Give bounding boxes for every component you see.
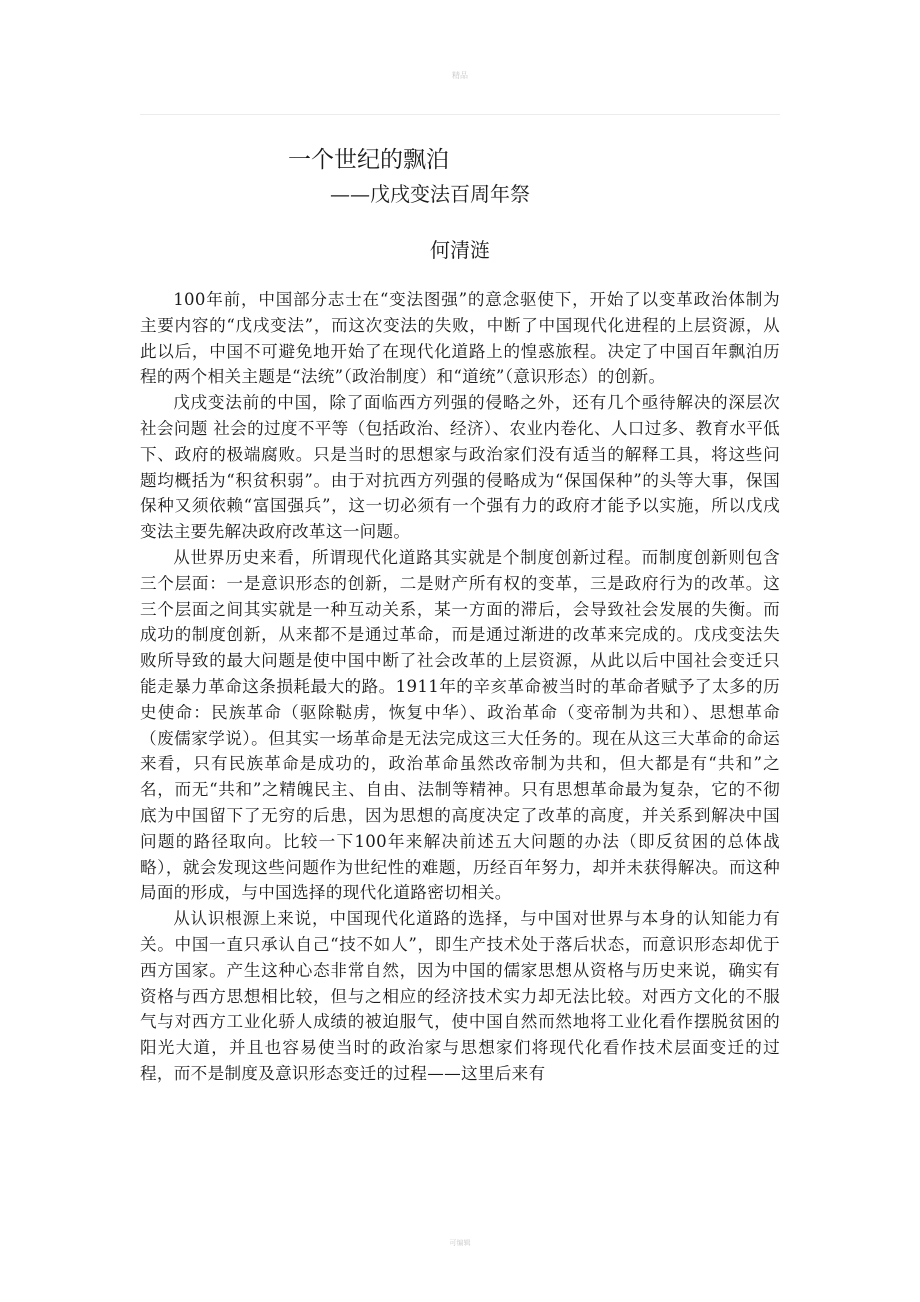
document-subtitle: ——戊戌变法百周年祭: [330, 182, 530, 206]
document-author: 何清涟: [430, 238, 490, 262]
body-paragraph: 100年前，中国部分志士在“变法图强”的意念驱使下，开始了以变革政治体制为主要内容的“戊戌变法”，而这次变法的失败，中断了中国现代化进程的上层资源，从此以后，中国不可避免地开始了在现代化道路上的惶惑旅程。决定了中国百年飘泊历程的两个相关主题是“法统”（政治制度）和“道统”（意识形态）的创新。: [140, 290, 780, 387]
body-paragraph: 从认识根源上来说，中国现代化道路的选择，与中国对世界与本身的认知能力有关。中国一直只承认自己“技不如人”，即生产技术处于落后状态，而意识形态却优于西方国家。产生这种心态非常自然，因为中国的儒家思想从资格与历史来说，确实有资格与西方思想相比较，但与之相应的经济技术实力却无法比较。对西方文化的不服气与对西方工业化骄人成绩的被迫服气，使中国自然而然地将工业化看作摆脱贫困的阳光大道，并且也容易使当时的政治家与思想家们将现代化看作技术层面变迁的过程，而不是制度及意识形态变迁的过程——这里后来有: [140, 909, 780, 1083]
header-divider: [140, 114, 780, 115]
document-body: [140, 287, 780, 1087]
footer-watermark: 可编辑: [449, 1239, 471, 1247]
document-title: 一个世纪的飘泊: [288, 147, 449, 173]
body-paragraph: 戊戌变法前的中国，除了面临西方列强的侵略之外，还有几个亟待解决的深层次社会问题 社会的过度不平等（包括政治、经济）、农业内卷化、人口过多、教育水平低下、政府的极端腐败。只是当时的思想家与政治家们没有适当的解释工具，将这些问题均概括为“积贫积弱”。由于对抗西方列强的侵略成为“保国保种”的头等大事，保国保种又须依赖“富国强兵”，这一切必须有一个强有力的政府才能予以实施，所以戊戌变法主要先解决政府改革这一问题。: [140, 393, 780, 542]
body-paragraph: 从世界历史来看，所谓现代化道路其实就是个制度创新过程。而制度创新则包含三个层面：一是意识形态的创新，二是财产所有权的变革，三是政府行为的改革。这三个层面之间其实就是一种互动关系，某一方面的滞后，会导致社会发展的失衡。而成功的制度创新，从来都不是通过革命，而是通过渐进的改革来完成的。戊戌变法失败所导致的最大问题是使中国中断了社会改革的上层资源，从此以后中国社会变迁只能走暴力革命这条损耗最大的路。1911年的辛亥革命被当时的革命者赋予了太多的历史使命：民族革命（驱除鞑虏，恢复中华）、政治革命（变帝制为共和）、思想革命（废儒家学说）。但其实一场革命是无法完成这三大任务的。现在从这三大革命的命运来看，只有民族革命是成功的，政治革命虽然改帝制为共和，但大都是有“共和”之名，而无“共和”之精魄民主、自由、法制等精神。只有思想革命最为复杂，它的不彻底为中国留下了无穷的后患，因为思想的高度决定了改革的高度，并关系到解决中国问题的路径取向。比较一下100年来解决前述五大问题的办法（即反贫困的总体战略），就会发现这些问题作为世纪性的难题，历经百年努力，却并未获得解决。而这种局面的形成，与中国选择的现代化道路密切相关。: [140, 547, 780, 903]
header-watermark: 精品: [452, 71, 468, 80]
